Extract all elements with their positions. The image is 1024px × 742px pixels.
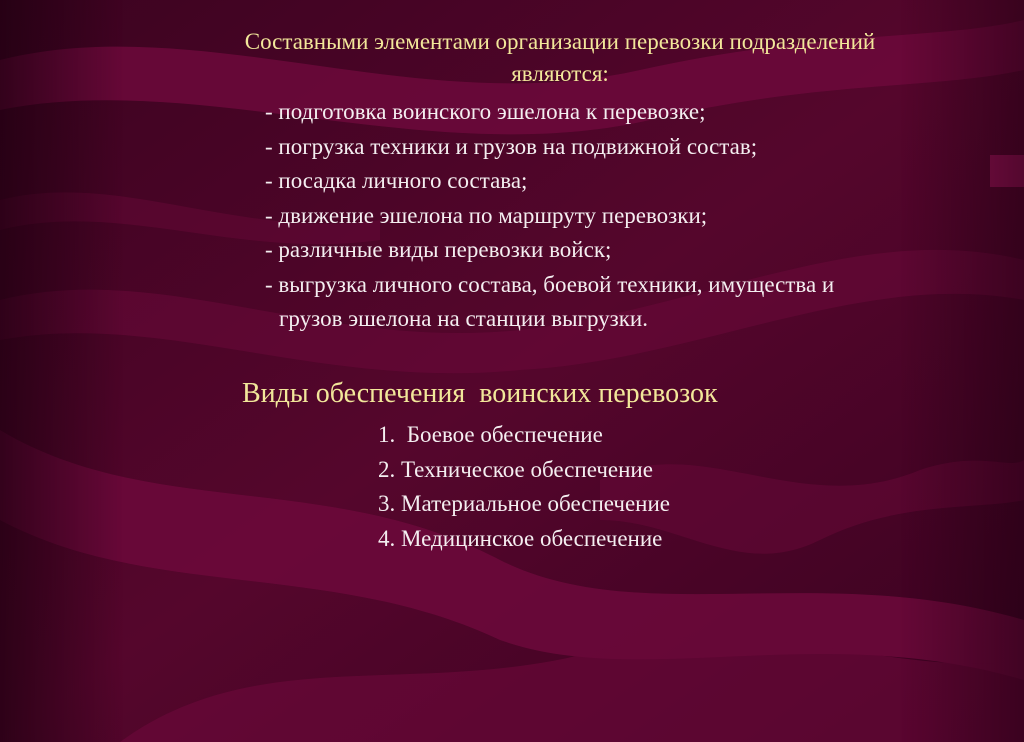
- list-item: - подготовка воинского эшелона к перевозке;: [265, 99, 706, 124]
- list-item: 2. Техническое обеспечение: [378, 456, 653, 482]
- intro-line-1: Составными элементами организации перевозки подразделений: [244, 29, 876, 54]
- support-list: [378, 418, 670, 556]
- list-item: - посадка личного состава;: [265, 168, 528, 193]
- list-item: - погрузка техники и грузов на подвижной состав;: [265, 133, 758, 159]
- list-item: 1. Боевое обеспечение: [378, 422, 603, 447]
- list-item: - выгрузка личного состава, боевой техники, имущества и грузов эшелона на станции выгрузки.: [265, 268, 985, 337]
- list-item: 3. Материальное обеспечение: [378, 491, 670, 516]
- support-title: Виды обеспечения воинских перевозок: [242, 378, 718, 409]
- elements-list: [265, 95, 985, 337]
- intro-line-2: являются:: [511, 61, 609, 86]
- list-item: 4. Медицинское обеспечение: [378, 525, 663, 551]
- intro-heading: [120, 26, 1000, 90]
- list-item-continuation: грузов эшелона на станции выгрузки.: [279, 306, 648, 331]
- list-item: - движение эшелона по маршруту перевозки;: [265, 202, 708, 228]
- list-item: - различные виды перевозки войск;: [265, 237, 612, 262]
